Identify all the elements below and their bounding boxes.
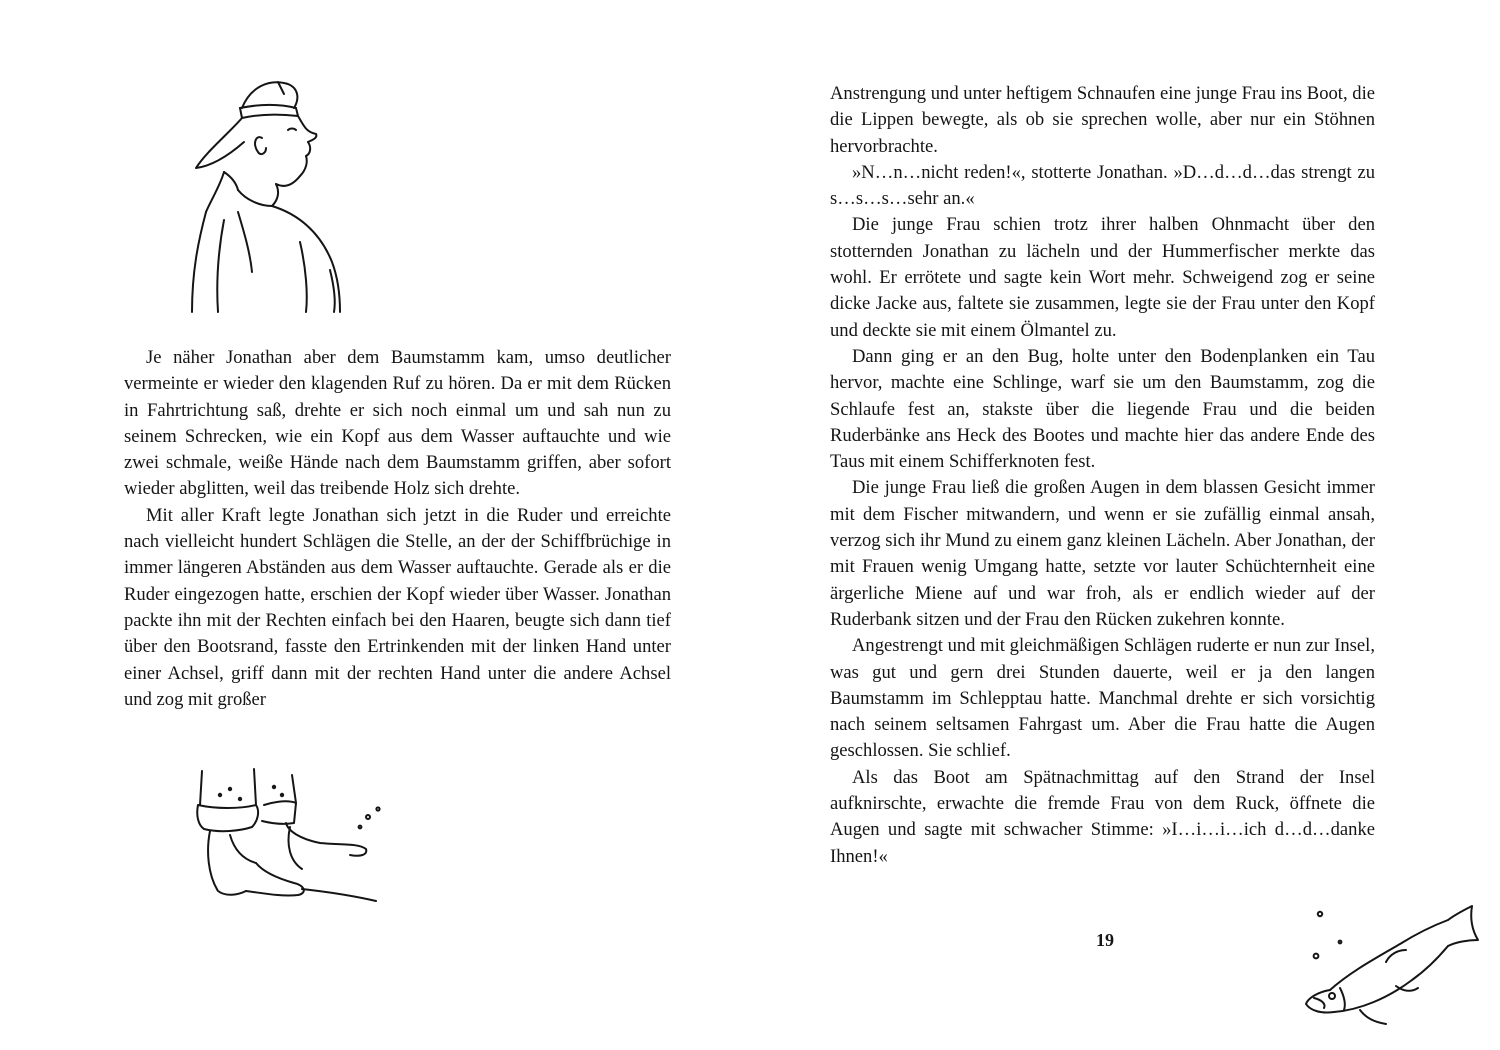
paragraph: Je näher Jonathan aber dem Baumstamm kam, umso deutlicher vermeinte er wieder den klagenden Ruf zu hören. Da er mit dem Rücken in Fahrtrichtung saß, drehte er sich noch einmal um und sah nun zu seinem Schrecken, wie ein Kopf aus dem Wasser auftauchte und wie zwei schmale, weiße Hände nach dem Baumstamm griffen, aber sofort wieder abglitten, weil das treibende Holz sich drehte. — [124, 347, 671, 500]
paragraph: Die junge Frau schien trotz ihrer halben Ohnmacht über den stotternden Jonathan zu lächeln und der Hummerfischer merkte das wohl. Er errötete und sagte kein Wort mehr. Schweigend zog er seine dicke Jacke aus, faltete sie zusammen, legte sie der Frau unter den Kopf und deckte sie mit einem Ölmantel zu. — [830, 214, 1375, 341]
feet-illustration — [190, 765, 390, 925]
paragraph: Die junge Frau ließ die großen Augen in dem blassen Gesicht immer mit dem Fischer mitwandern, und wenn er sie zufällig einmal ansah, verzog sich ihr Mund zu einem ganz kleinen Lächeln. Aber Jonathan, der mit Frauen wenig Umgang hatte, setzte vor lauter Schüchternheit eine ärgerliche Miene auf und war froh, als er endlich wieder auf der Ruderbank sitzen und der Frau den Rücken zukehren konnte. — [830, 477, 1375, 630]
sailor-illustration — [180, 72, 360, 322]
paragraph: »N…n…nicht reden!«, stotterte Jonathan. »D…d…d…das strengt zu s…s…s…sehr an.« — [830, 161, 1375, 210]
fish-illustration — [1300, 900, 1490, 1030]
paragraph: Anstrengung und unter heftigem Schnaufen eine junge Frau ins Boot, die die Lippen bewegte, als ob sie sprechen wolle, aber nur ein Stöhnen hervorbrachte. — [830, 83, 1375, 157]
paragraph: Dann ging er an den Bug, holte unter den Bodenplanken ein Tau hervor, machte eine Schlinge, warf sie um den Baumstamm, zog die Schlaufe fest an, stakste über die liegende Frau und die beiden Ruderbänke ans Heck des Bootes und machte hier das andere Ende des Taus mit einem Schifferknoten fest. — [830, 345, 1375, 473]
paragraph: Angestrengt und mit gleichmäßigen Schlägen ruderte er nun zur Insel, was gut und gern drei Stunden dauerte, weil er ja den langen Baumstamm im Schlepptau hatte. Manchmal drehte er sich vorsichtig nach seinem seltsamen Fahrgast um. Aber die Frau hatte die Augen geschlossen. Sie schlief. — [830, 635, 1375, 762]
page-number: 19 — [1096, 930, 1114, 950]
right-page-text — [830, 81, 1375, 870]
right-page — [750, 0, 1500, 1050]
left-page-text — [124, 345, 671, 713]
paragraph: Mit aller Kraft legte Jonathan sich jetzt in die Ruder und erreichte nach vielleicht hundert Schlägen die Stelle, an der der Schiffbrüchige in immer längeren Abständen aus dem Wasser auftauchte. Gerade als er die Ruder eingezogen hatte, erschien der Kopf wieder über Wasser. Jonathan packte ihn mit der Rechten einfach bei den Haaren, beugte sich dann tief über den Bootsrand, fasste den Ertrinkenden mit der linken Hand unter einer Achsel, griff dann mit der rechten Hand unter die andere Achsel und zog mit großer — [124, 504, 671, 710]
paragraph: Als das Boot am Spätnachmittag auf den Strand der Insel aufknirschte, erwachte die fremde Frau von dem Ruck, öffnete die Augen und sagte mit schwacher Stimme: »I…i…i…ich d…d…danke Ihnen!« — [830, 766, 1375, 867]
